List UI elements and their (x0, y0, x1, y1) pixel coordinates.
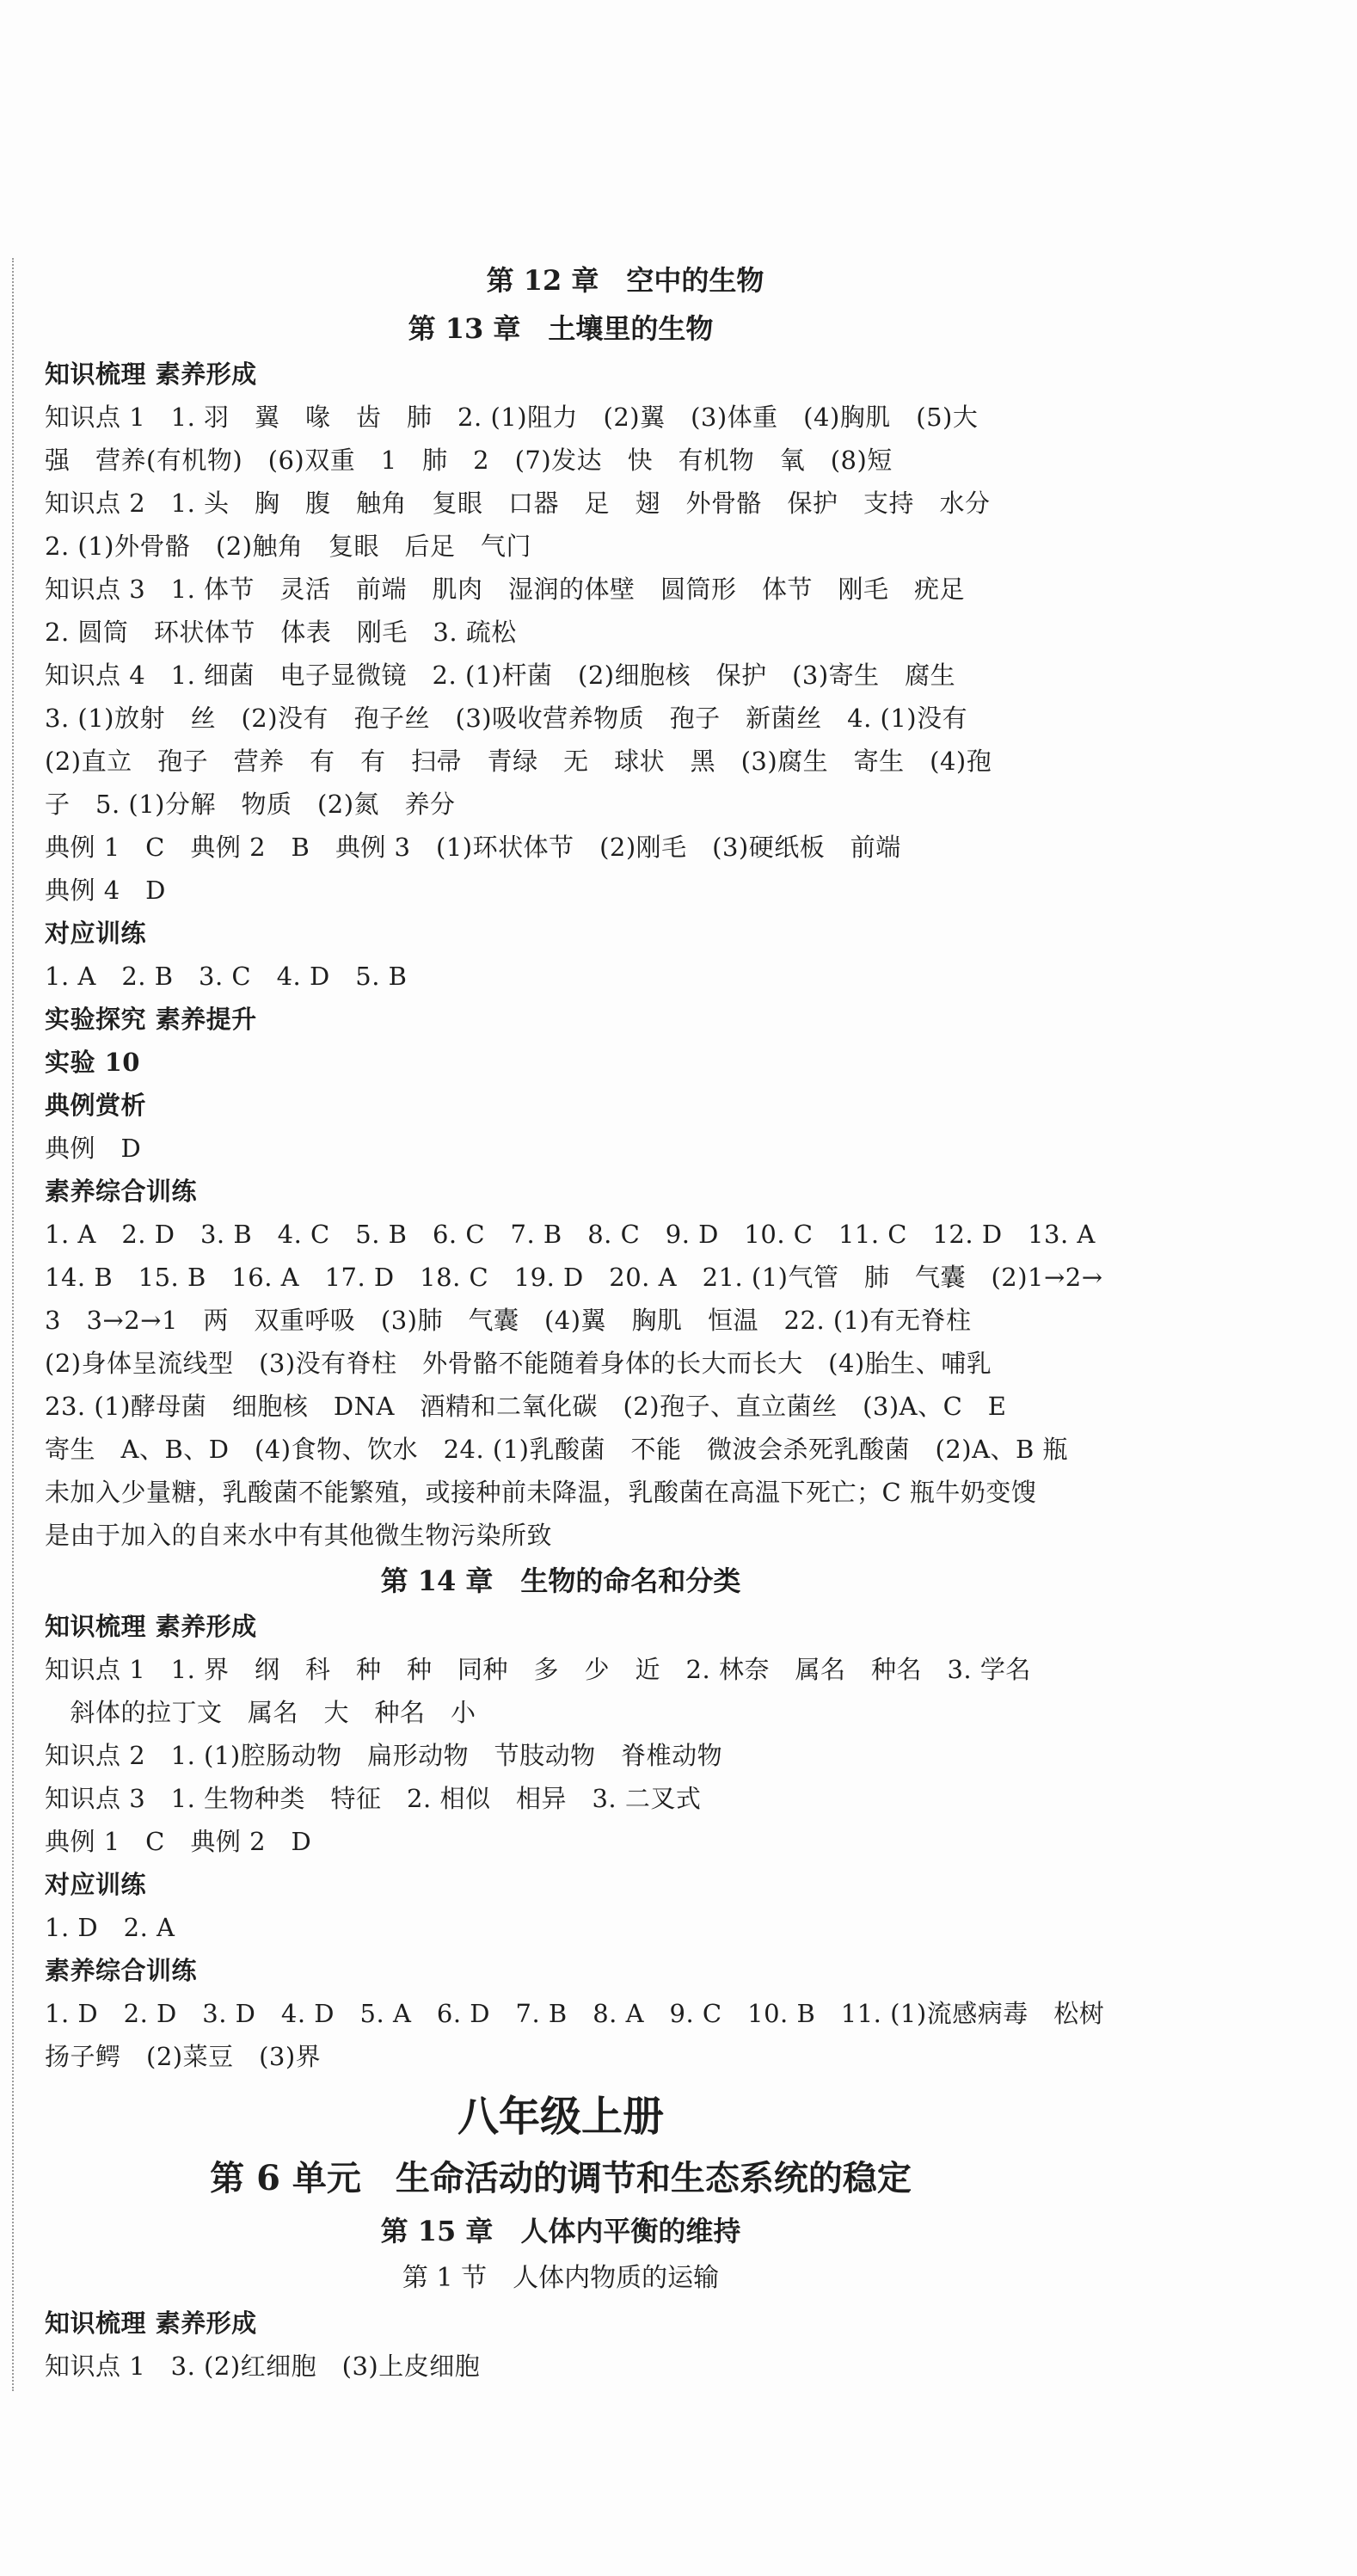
chapter-12-title: 第 12 章 空中的生物 (486, 264, 764, 297)
answer-line: 知识点 3 1. 生物种类 特征 2. 相似 相异 3. 二叉式 (45, 1784, 702, 1813)
answer-line: 是由于加入的自来水中有其他微生物污染所致 (45, 1521, 553, 1550)
chapter-14-title: 第 14 章 生物的命名和分类 (380, 1565, 741, 1597)
answer-line: 扬子鳄 (2)菜豆 (3)界 (45, 2042, 322, 2071)
answer-line: 斜体的拉丁文 属名 大 种名 小 (45, 1698, 476, 1727)
section-heading: 知识梳理 素养形成 (45, 1612, 257, 1641)
answer-line: 寄生 A、B、D (4)食物、饮水 24. (1)乳酸菌 不能 微波会杀死乳酸菌 (2)A、B 瓶 (45, 1435, 1069, 1464)
grade-title: 八年级上册 (457, 2093, 664, 2141)
section-heading: 实验 10 (45, 1048, 140, 1077)
chapter-13-title: 第 13 章 土壤里的生物 (408, 312, 714, 345)
section-title: 第 1 节 人体内物质的运输 (402, 2263, 720, 2293)
answer-line: (2)身体呈流线型 (3)没有脊柱 外骨骼不能随着身体的长大而长大 (4)胎生、哺乳 (45, 1349, 992, 1378)
answer-line: 知识点 2 1. (1)腔肠动物 扁形动物 节肢动物 脊椎动物 (45, 1741, 723, 1770)
answer-line: 知识点 1 1. 界 纲 科 种 种 同种 多 少 近 2. 林奈 属名 种名 3. 学名 (45, 1655, 1031, 1684)
answer-line: 14. B 15. B 16. A 17. D 18. C 19. D 20. A 21. (1)气管 肺 气囊 (2)1→2→ (45, 1263, 1103, 1292)
answer-line: 23. (1)酵母菌 细胞核 DNA 酒精和二氧化碳 (2)孢子、直立菌丝 (3)A、C E (45, 1392, 1007, 1421)
answer-line: (2)直立 孢子 营养 有 有 扫帚 青绿 无 球状 黑 (3)腐生 寄生 (4)孢 (45, 747, 992, 776)
section-heading: 对应训练 (45, 1870, 147, 1899)
answer-line: 2. 圆筒 环状体节 体表 刚毛 3. 疏松 (45, 618, 517, 647)
unit-title: 第 6 单元 生命活动的调节和生态系统的稳定 (210, 2158, 912, 2198)
section-heading: 实验探究 素养提升 (45, 1005, 257, 1034)
answer-line: 2. (1)外骨骼 (2)触角 复眼 后足 气门 (45, 532, 532, 561)
answer-line: 1. A 2. B 3. C 4. D 5. B (45, 962, 408, 991)
section-heading: 知识梳理 素养形成 (45, 360, 257, 389)
answer-line: 知识点 1 1. 羽 翼 喙 齿 肺 2. (1)阻力 (2)翼 (3)体重 (4)胸肌 (5)大 (45, 403, 979, 432)
answer-line: 子 5. (1)分解 物质 (2)氮 养分 (45, 790, 456, 819)
answer-line: 典例 D (45, 1134, 142, 1163)
section-heading: 素养综合训练 (45, 1177, 198, 1206)
section-heading: 对应训练 (45, 919, 147, 948)
margin-dotted-rule (12, 258, 14, 2391)
answer-line: 1. D 2. D 3. D 4. D 5. A 6. D 7. B 8. A 9. C 10. B 11. (1)流感病毒 松树 (45, 1999, 1105, 2028)
section-heading: 知识梳理 素养形成 (45, 2309, 257, 2338)
answer-line: 3. (1)放射 丝 (2)没有 孢子丝 (3)吸收营养物质 孢子 新菌丝 4. (1)没有 (45, 704, 968, 733)
answer-line: 知识点 2 1. 头 胸 腹 触角 复眼 口器 足 翅 外骨骼 保护 支持 水分 (45, 489, 991, 518)
section-heading: 素养综合训练 (45, 1956, 198, 1985)
answer-line: 知识点 3 1. 体节 灵活 前端 肌肉 湿润的体壁 圆筒形 体节 刚毛 疣足 (45, 575, 966, 604)
answer-line: 典例 4 D (45, 876, 166, 905)
answer-line: 典例 1 C 典例 2 D (45, 1827, 312, 1856)
chapter-15-title: 第 15 章 人体内平衡的维持 (380, 2215, 741, 2247)
answer-line: 知识点 4 1. 细菌 电子显微镜 2. (1)杆菌 (2)细胞核 保护 (3)寄生 腐生 (45, 661, 956, 690)
answer-line: 1. A 2. D 3. B 4. C 5. B 6. C 7. B 8. C 9. D 10. C 11. C 12. D 13. A (45, 1220, 1096, 1249)
answer-line: 未加入少量糖，乳酸菌不能繁殖，或接种前未降温，乳酸菌在高温下死亡；C 瓶牛奶变馊 (45, 1478, 1037, 1507)
section-heading: 典例赏析 (45, 1091, 147, 1120)
answer-line: 1. D 2. A (45, 1913, 175, 1942)
answer-line: 典例 1 C 典例 2 B 典例 3 (1)环状体节 (2)刚毛 (3)硬纸板 前端 (45, 833, 901, 862)
answer-line: 3 3→2→1 两 双重呼吸 (3)肺 气囊 (4)翼 胸肌 恒温 22. (1)有无脊柱 (45, 1306, 972, 1335)
answer-line: 强 营养(有机物) (6)双重 1 肺 2 (7)发达 快 有机物 氧 (8)短 (45, 446, 893, 475)
answer-line: 知识点 1 3. (2)红细胞 (3)上皮细胞 (45, 2352, 481, 2381)
answer-page (45, 256, 1105, 2388)
